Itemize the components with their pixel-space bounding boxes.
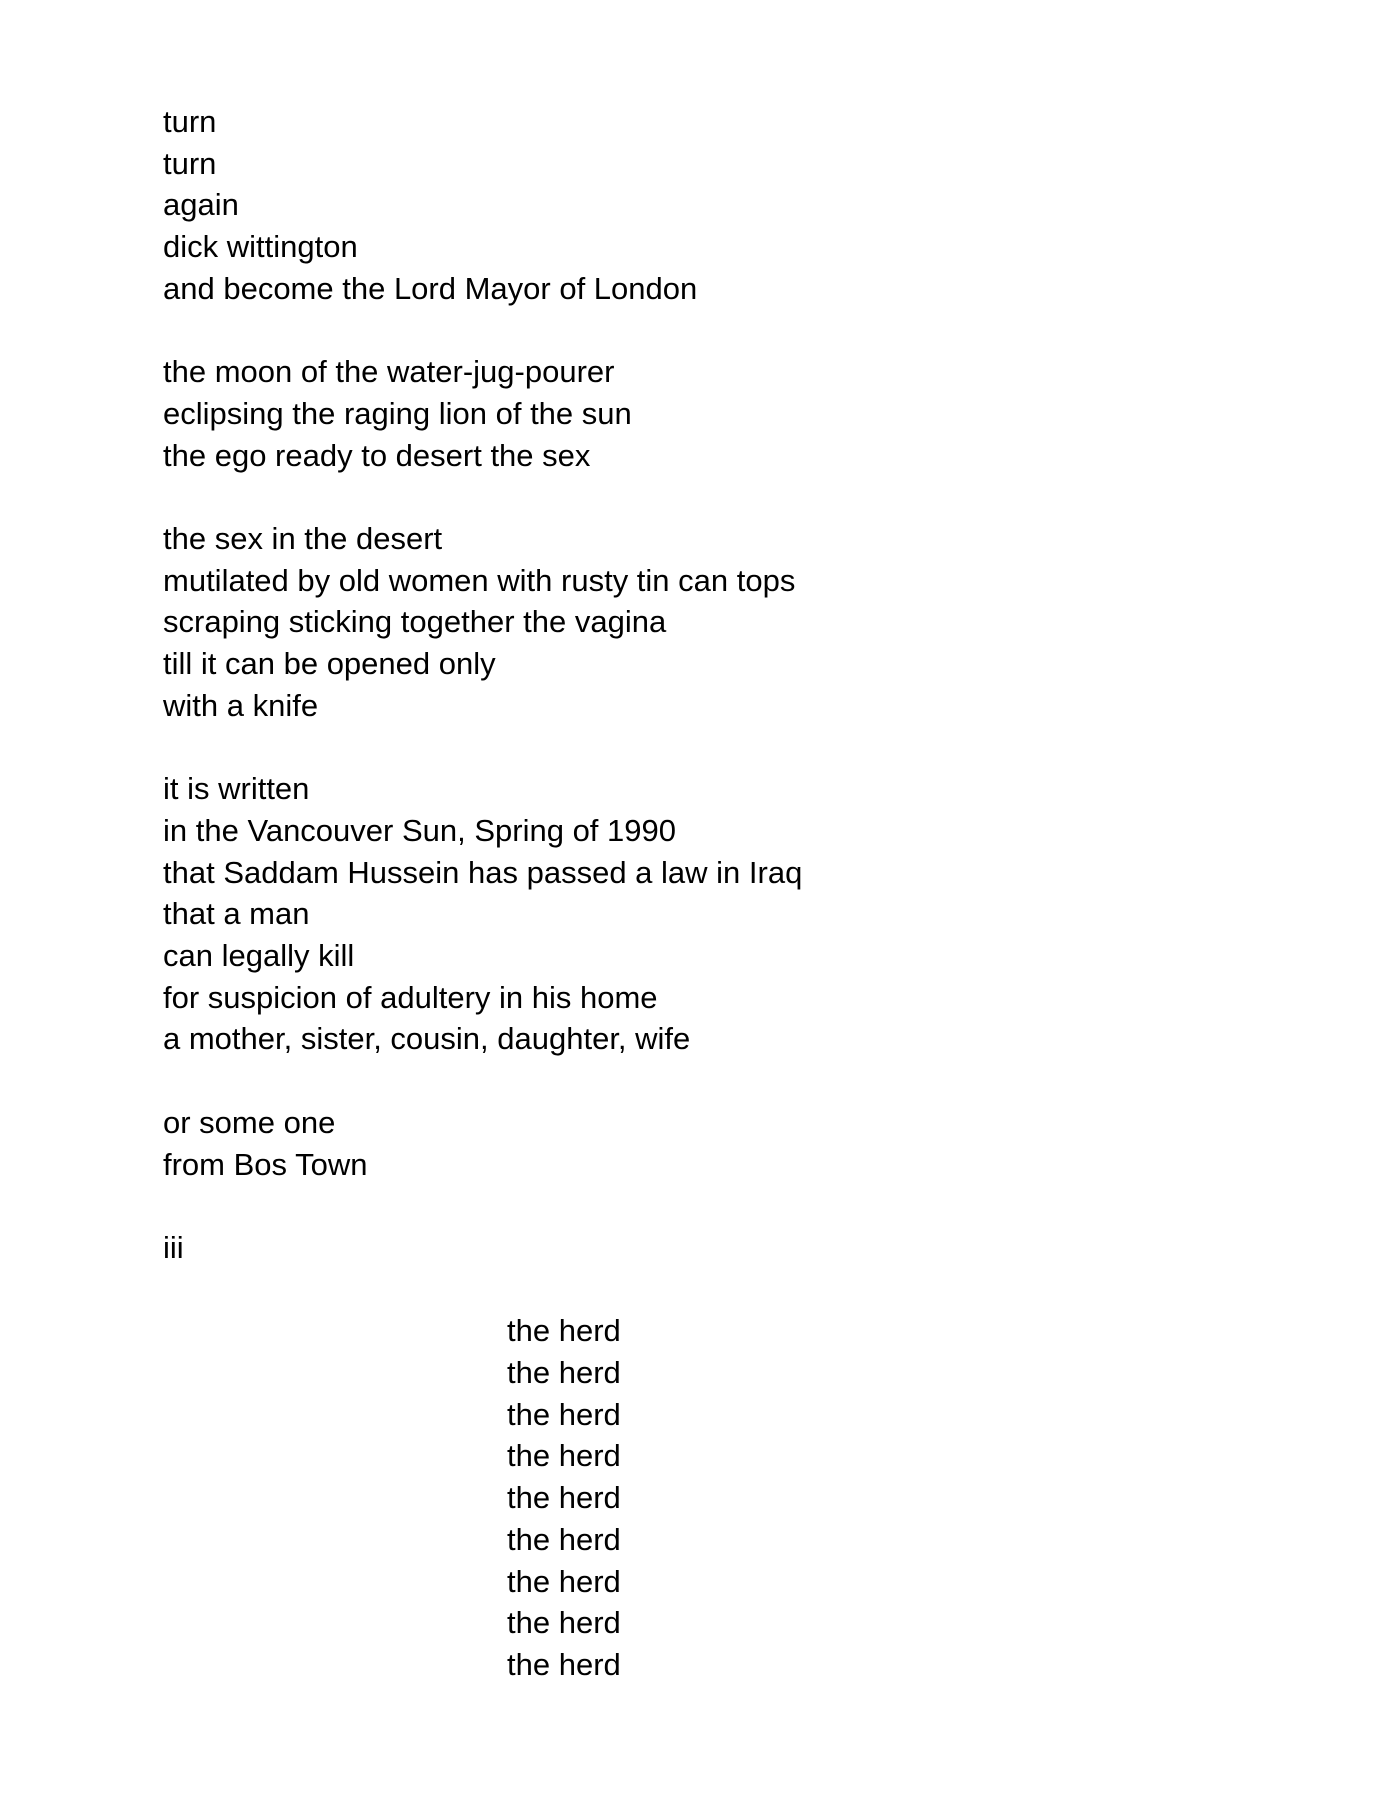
poem-line: or some one [163,1104,336,1140]
stanza [163,768,802,1060]
poem-line: the moon of the water-jug-pourer [163,354,615,390]
poem-line: that a man [163,896,310,932]
poem-line: the herd [507,1438,621,1474]
poem-line: from Bos Town [163,1146,368,1182]
poem-line: again [163,187,239,223]
poem-line: for suspicion of adultery in his home [163,979,658,1015]
poem-line: dick wittington [163,229,358,265]
poem-line: the ego ready to desert the sex [163,437,591,473]
poem-line: can legally kill [163,938,355,974]
poem-line: iii [163,1229,184,1265]
stanza [163,1102,802,1185]
poem-line: it is written [163,771,310,807]
poem-line: scraping sticking together the vagina [163,604,667,640]
poem-line: the herd [507,1313,621,1349]
poem-line: in the Vancouver Sun, Spring of 1990 [163,812,676,848]
poem-line: mutilated by old women with rusty tin can tops [163,562,796,598]
stanza [163,1310,802,1685]
poem-text [163,101,802,1686]
poem-line: that Saddam Hussein has passed a law in Iraq [163,854,803,890]
poem-line: the herd [507,1396,621,1432]
poem-line: a mother, sister, cousin, daughter, wife [163,1021,691,1057]
poem-line: and become the Lord Mayor of London [163,270,698,306]
poem-line: turn [163,145,217,181]
stanza [163,1227,802,1269]
stanza [163,101,802,310]
poem-line: the herd [507,1605,621,1641]
poem-line: with a knife [163,687,319,723]
poem-line: eclipsing the raging lion of the sun [163,395,632,431]
poem-line: the herd [507,1355,621,1390]
poem-line: till it can be opened only [163,646,496,682]
stanza [163,351,802,476]
poem-line: turn [163,104,217,139]
stanza [163,518,802,727]
poem-line: the herd [507,1480,621,1516]
poem-line: the sex in the desert [163,521,443,556]
poem-line: the herd [507,1563,621,1599]
poem-line: the herd [507,1646,621,1682]
poem-line: the herd [507,1521,621,1557]
